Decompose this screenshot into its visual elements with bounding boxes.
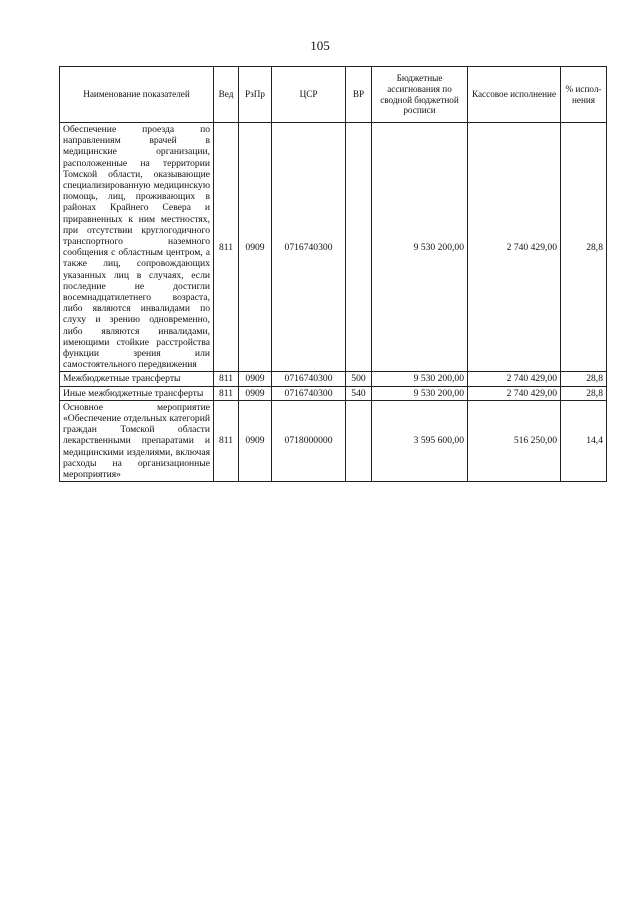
header-ved: Вед bbox=[214, 67, 239, 123]
row-csr: 0718000000 bbox=[272, 400, 346, 481]
row-percent: 28,8 bbox=[561, 372, 607, 386]
row-csr: 0716740300 bbox=[272, 386, 346, 400]
header-percent: % испол-нения bbox=[561, 67, 607, 123]
row-name: Основное мероприятие «Обеспечение отдельных категорий граждан Томской области лекарственными препаратами и медицинскими изделиями, включая расходы на организационные мероприятия» bbox=[60, 400, 214, 481]
row-budget: 3 595 600,00 bbox=[372, 400, 468, 481]
row-rzpr: 0909 bbox=[239, 123, 272, 372]
row-vr bbox=[346, 400, 372, 481]
row-cash: 2 740 429,00 bbox=[468, 386, 561, 400]
header-vr: ВР bbox=[346, 67, 372, 123]
row-percent: 28,8 bbox=[561, 386, 607, 400]
row-ved: 811 bbox=[214, 372, 239, 386]
table-row bbox=[60, 123, 607, 372]
row-name: Межбюджетные трансферты bbox=[60, 372, 214, 386]
row-rzpr: 0909 bbox=[239, 372, 272, 386]
row-vr: 500 bbox=[346, 372, 372, 386]
row-percent: 28,8 bbox=[561, 123, 607, 372]
row-rzpr: 0909 bbox=[239, 386, 272, 400]
row-percent: 14,4 bbox=[561, 400, 607, 481]
row-name: Иные межбюджетные трансферты bbox=[60, 386, 214, 400]
row-ved: 811 bbox=[214, 400, 239, 481]
table-row bbox=[60, 400, 607, 481]
row-cash: 2 740 429,00 bbox=[468, 123, 561, 372]
row-cash: 2 740 429,00 bbox=[468, 372, 561, 386]
row-csr: 0716740300 bbox=[272, 372, 346, 386]
row-name: Обеспечение проезда по направлениям врачей в медицинские организации, расположенные на территории Томской области, оказывающие специализированную медицинскую помощь, лиц, проживающих в районах Крайнего Севера и приравненных к ним местностях, при отсутствии круглогодичного транспортного наземного сообщения с областным центром, а также лиц, сопровождающих указанных лиц в случаях, если последние не достигли восемнадцатилетнего возраста, либо являются инвалидами по слуху и зрению одновременно, либо являются инвалидами, имеющими стойкие расстройства функции зрения или самостоятельного передвижения bbox=[60, 123, 214, 372]
row-vr: 540 bbox=[346, 386, 372, 400]
header-cash: Кассовое исполнение bbox=[468, 67, 561, 123]
row-cash: 516 250,00 bbox=[468, 400, 561, 481]
header-csr: ЦСР bbox=[272, 67, 346, 123]
table-row bbox=[60, 372, 607, 386]
row-budget: 9 530 200,00 bbox=[372, 386, 468, 400]
row-ved: 811 bbox=[214, 123, 239, 372]
table-row bbox=[60, 386, 607, 400]
header-name: Наименование показателей bbox=[60, 67, 214, 123]
header-rzpr: РзПр bbox=[239, 67, 272, 123]
row-csr: 0716740300 bbox=[272, 123, 346, 372]
table-header-row bbox=[60, 67, 607, 123]
header-budget: Бюджетные ассигнования по сводной бюджетной росписи bbox=[372, 67, 468, 123]
page-number: 105 bbox=[310, 38, 330, 53]
row-vr bbox=[346, 123, 372, 372]
budget-execution-table bbox=[59, 66, 607, 482]
row-ved: 811 bbox=[214, 386, 239, 400]
row-budget: 9 530 200,00 bbox=[372, 372, 468, 386]
row-rzpr: 0909 bbox=[239, 400, 272, 481]
row-budget: 9 530 200,00 bbox=[372, 123, 468, 372]
